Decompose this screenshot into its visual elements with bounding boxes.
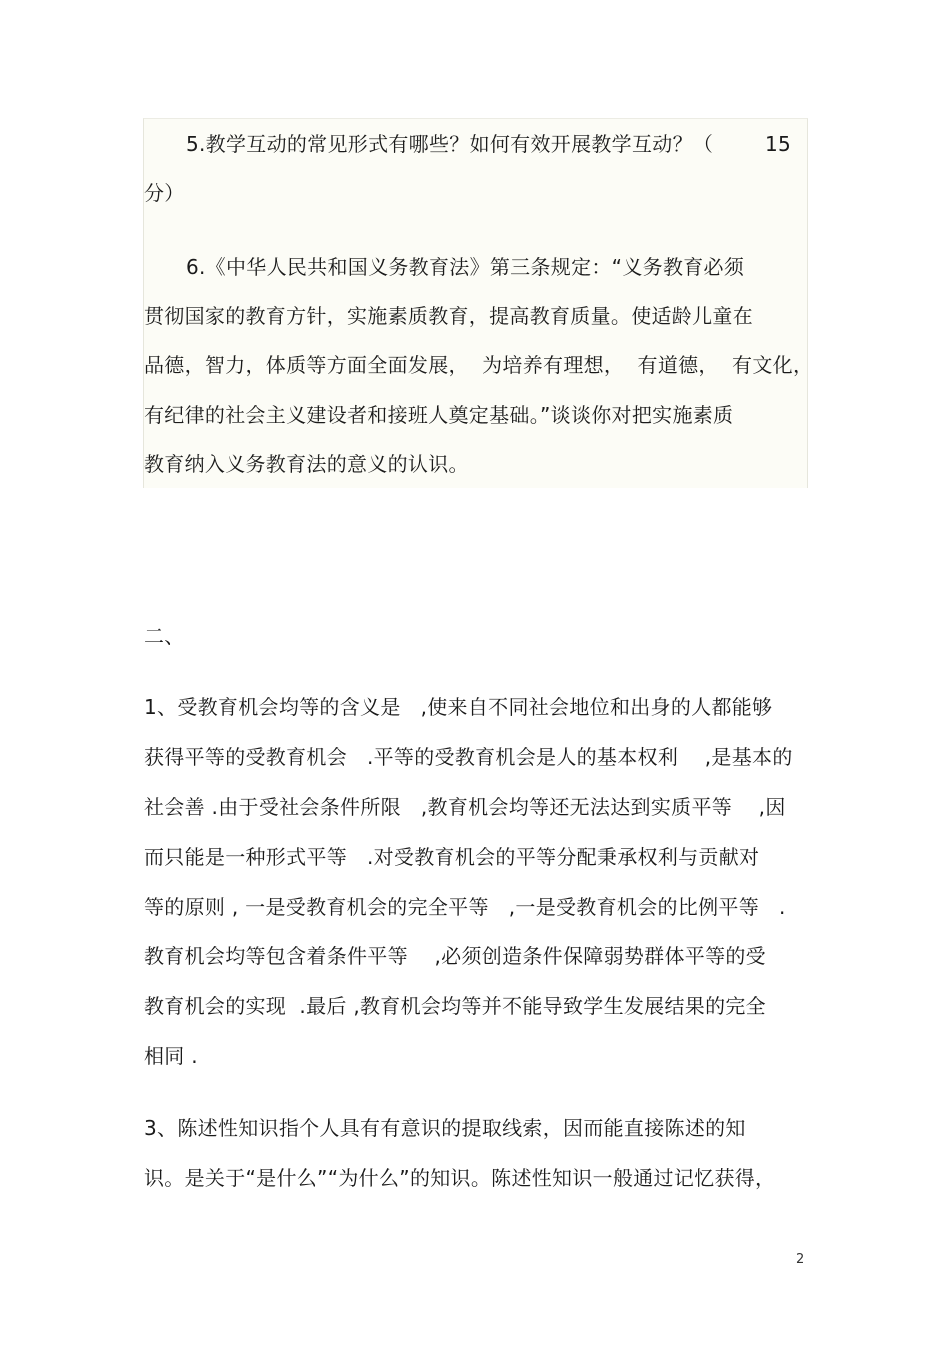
question-5-line-1: 5.教学互动的常见形式有哪些？如何有效开展教学互动？（ <box>186 132 714 156</box>
question-6-line-2: 贯彻国家的教育方针，实施素质教育，提高教育质量。使适龄儿童在 <box>144 304 753 328</box>
question-5-score: 15 <box>765 132 792 156</box>
question-6-line-5: 教育纳入义务教育法的意义的认识。 <box>144 452 469 476</box>
answer-1-line-5: 等的原则 , 一是受教育机会的完全平等 ,一是受教育机会的比例平等 . <box>144 895 786 919</box>
question-6-line-3: 品德，智力，体质等方面全面发展， 为培养有理想， 有道德， 有文化， <box>144 353 814 377</box>
answer-1-line-4: 而只能是一种形式平等 .对受教育机会的平等分配秉承权利与贡献对 <box>144 845 760 869</box>
question-box <box>143 118 808 488</box>
page-number: 2 <box>796 1252 805 1267</box>
answer-1-line-8: 相同 . <box>144 1044 198 1068</box>
answer-1-line-7: 教育机会的实现 .最后 ,教育机会均等并不能导致学生发展结果的完全 <box>144 994 766 1018</box>
answer-3-line-2: 识。是关于“是什么”“为什么”的知识。陈述性知识一般通过记忆获得， <box>144 1166 776 1190</box>
question-6-line-1: 6.《中华人民共和国义务教育法》第三条规定：“义务教育必须 <box>186 255 745 279</box>
answer-1-line-6: 教育机会均等包含着条件平等 ,必须创造条件保障弱势群体平等的受 <box>144 944 766 968</box>
answer-1-line-3: 社会善 .由于受社会条件所限 ,教育机会均等还无法达到实质平等 ,因 <box>144 795 786 819</box>
question-5-line-2: 分） <box>144 181 185 205</box>
section-heading: 二、 <box>144 624 185 648</box>
answer-1-line-2: 获得平等的受教育机会 .平等的受教育机会是人的基本权利 ,是基本的 <box>144 745 793 769</box>
answer-3-line-1: 3、陈述性知识指个人具有有意识的提取线索，因而能直接陈述的知 <box>144 1116 746 1140</box>
answer-1-line-1: 1、受教育机会均等的含义是 ,使来自不同社会地位和出身的人都能够 <box>144 695 773 719</box>
question-6-line-4: 有纪律的社会主义建设者和接班人奠定基础。”谈谈你对把实施素质 <box>144 403 734 427</box>
